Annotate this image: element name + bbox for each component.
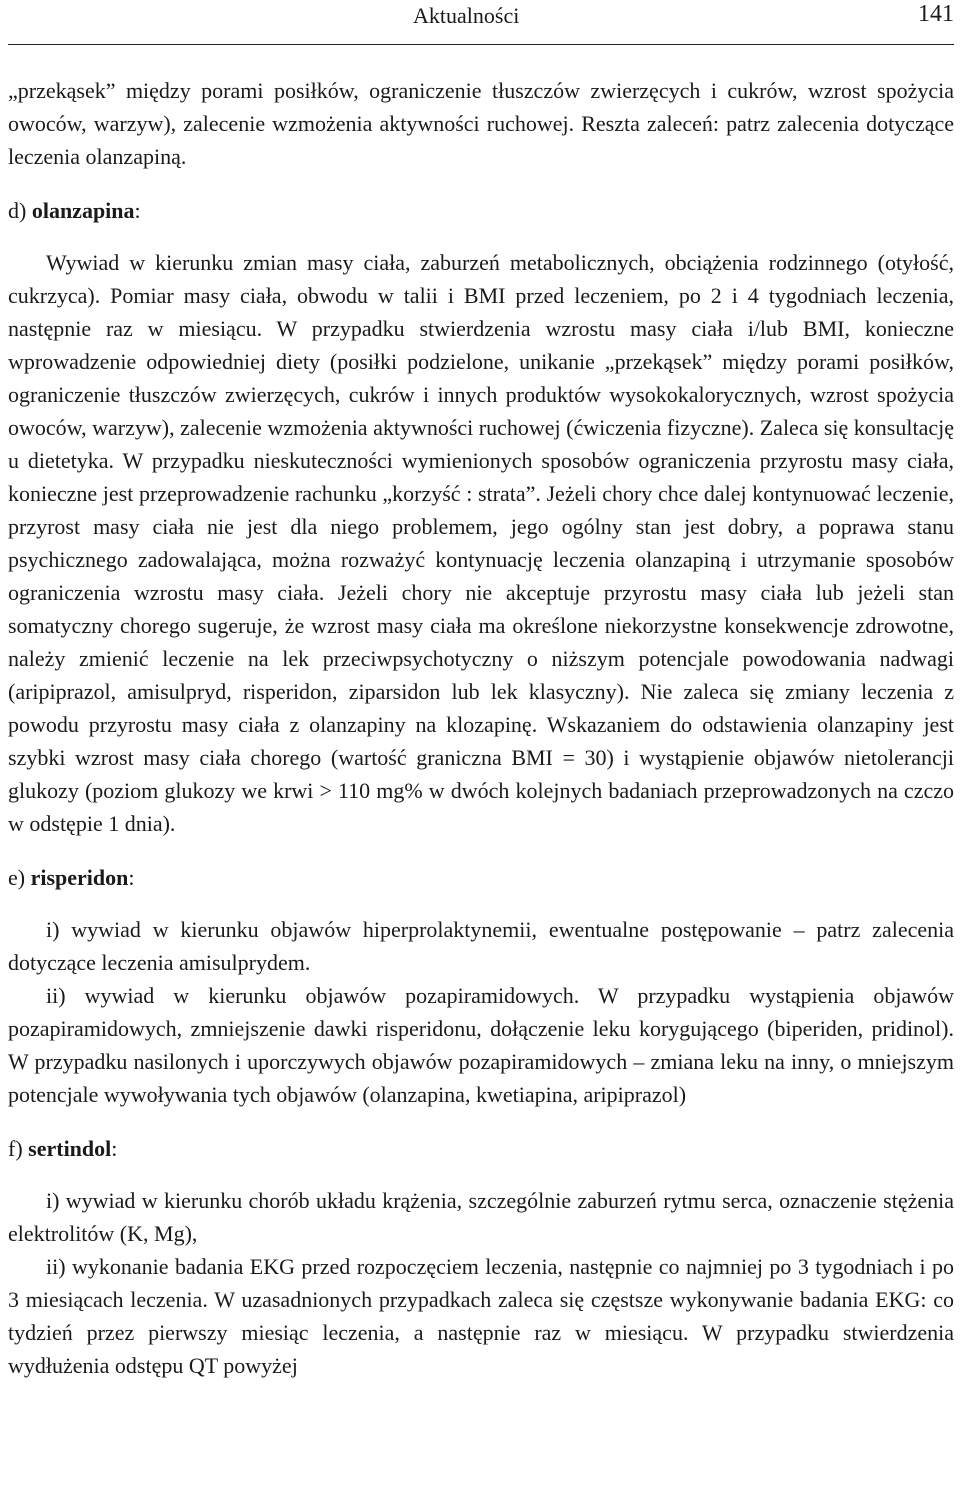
heading-colon: :	[128, 865, 135, 890]
section-heading-risperidon	[8, 861, 954, 894]
body-text	[8, 74, 954, 1382]
document-page	[8, 0, 954, 1382]
heading-colon: :	[111, 1136, 118, 1161]
heading-colon: :	[134, 198, 141, 223]
heading-letter: f)	[8, 1136, 23, 1161]
paragraph-continuation: „przekąsek” między porami posiłków, ograniczenie tłuszczów zwierzęcych i cukrów, wzrost spożycia owoców, warzyw), zalecenie wzmożenia aktywności ruchowej. Reszta zaleceń: patrz zalecenia dotyczące leczenia olanzapiną.	[8, 78, 954, 169]
section-heading-sertindol	[8, 1132, 954, 1165]
heading-letter: d)	[8, 198, 27, 223]
drug-name-olanzapina: olanzapina	[31, 198, 135, 223]
section-heading-olanzapina	[8, 194, 954, 227]
list-item-risperidon-i: i) wywiad w kierunku objawów hiperprolaktynemii, ewentualne postępowanie – patrz zalecenia dotyczące leczenia amisulprydem.	[8, 917, 954, 975]
running-title: Aktualności	[413, 3, 520, 28]
paragraph-olanzapina: Wywiad w kierunku zmian masy ciała, zaburzeń metabolicznych, obciążenia rodzinnego (otyłość, cukrzyca). Pomiar masy ciała, obwodu w talii i BMI przed leczeniem, po 2 i 4 tygodniach leczenia, następnie raz w miesiącu. W przypadku stwierdzenia wzrostu masy ciała i/lub BMI, konieczne wprowadzenie odpowiedniej diety (posiłki podzielone, unikanie „przekąsek” między porami posiłków, ograniczenie tłuszczów zwierzęcych, cukrów i innych produktów wysokokalorycznych, wzrost spożycia owoców, warzyw), zalecenie wzmożenia aktywności ruchowej (ćwiczenia fizyczne). Zaleca się konsultację u dietetyka. W przypadku nieskuteczności wymienionych sposobów ograniczenia przyrostu masy ciała, konieczne jest przeprowadzenie rachunku „korzyść : strata”. Jeżeli chory chce dalej kontynuować leczenie, przyrost masy ciała nie jest dla niego problemem, jego ogólny stan jest dobry, a poprawa stanu psychicznego zadowalająca, można rozważyć kontynuację leczenia olanzapiną i utrzymanie sposobów ograniczenia wzrostu masy ciała. Jeżeli chory nie akceptuje przyrostu masy ciała lub jeżeli stan somatyczny chorego sugeruje, że wzrost masy ciała ma określone niekorzystne konsekwencje zdrowotne, należy zmienić leczenie na lek przeciwpsychotyczny o niższym potencjale powodowania nadwagi (aripiprazol, amisulpryd, risperidon, ziparsidon lub lek klasyczny). Nie zaleca się zmiany leczenia z powodu przyrostu masy ciała z olanzapiny na klozapinę. Wskazaniem do odstawienia olanzapiny jest szybki wzrost masy ciała chorego (wartość graniczna BMI = 30) i wystąpienie objawów nietolerancji glukozy (poziom glukozy we krwi > 110 mg% w dwóch kolejnych badaniach przeprowadzonych na czczo w odstępie 1 dnia).	[8, 250, 954, 836]
running-header	[8, 0, 954, 45]
drug-name-risperidon: risperidon	[30, 865, 129, 890]
list-item-sertindol-i: i) wywiad w kierunku chorób układu krążenia, szczególnie zaburzeń rytmu serca, oznaczenie stężenia elektrolitów (K, Mg),	[8, 1188, 954, 1246]
page-number: 141	[918, 1, 954, 27]
drug-name-sertindol: sertindol	[28, 1136, 112, 1161]
list-item-risperidon-ii: ii) wywiad w kierunku objawów pozapiramidowych. W przypadku wystąpienia objawów pozapiramidowych, zmniejszenie dawki risperidonu, dołączenie leku korygującego (biperiden, pridinol). W przypadku nasilonych i uporczywych objawów pozapiramidowych – zmiana leku na inny, o mniejszym potencjale wywoływania tych objawów (olanzapina, kwetiapina, aripiprazol)	[8, 983, 954, 1107]
heading-letter: e)	[8, 865, 26, 890]
list-item-sertindol-ii: ii) wykonanie badania EKG przed rozpoczęciem leczenia, następnie co najmniej po 3 tygodniach i po 3 miesiącach leczenia. W uzasadnionych przypadkach zaleca się częstsze wykonywanie badania EKG: co tydzień przez pierwszy miesiąc leczenia, a następnie raz w miesiącu. W przypadku stwierdzenia wydłużenia odstępu QT powyżej	[8, 1254, 954, 1378]
